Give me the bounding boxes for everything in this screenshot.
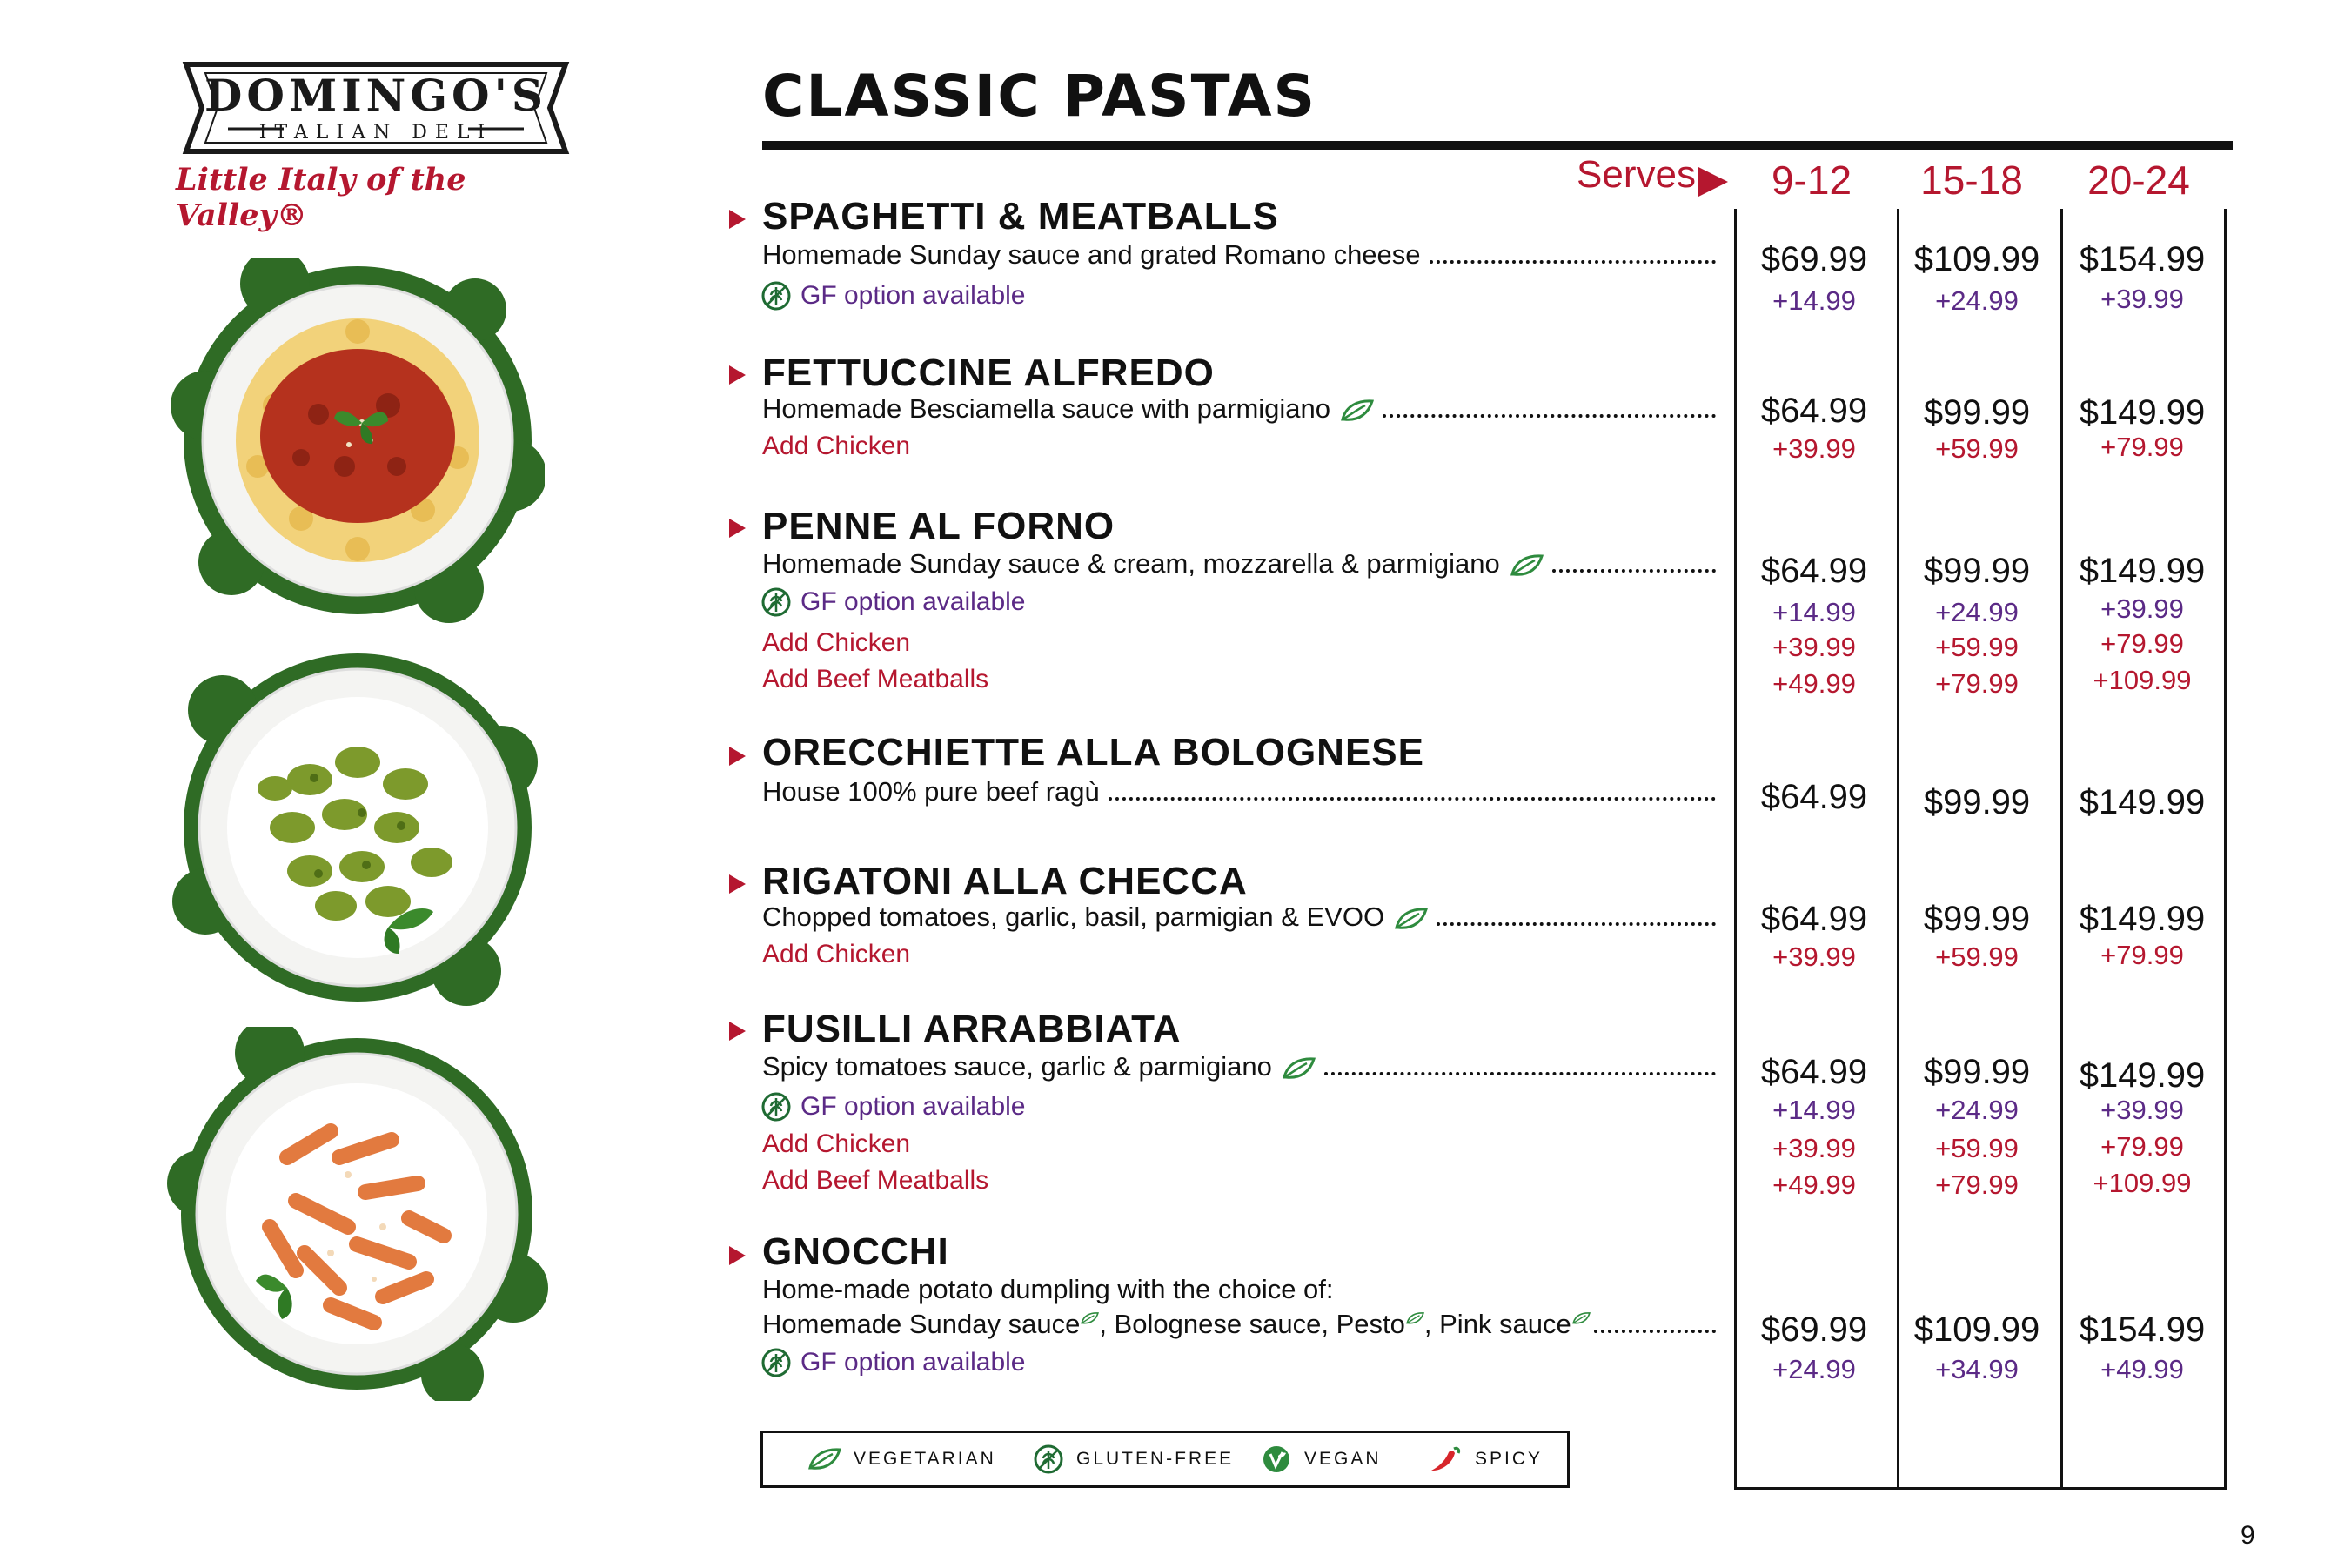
gf-price-small: +14.99 — [1772, 1095, 1856, 1125]
dish-photo-bolognese — [171, 258, 545, 623]
price-small: $69.99 — [1760, 240, 1868, 278]
vegetarian-leaf-icon — [1339, 399, 1374, 423]
play-arrow-icon — [729, 210, 746, 229]
item-name-spaghetti-meatballs: SPAGHETTI & MEATBALLS — [762, 195, 1279, 238]
gf-option-label: GF option available — [800, 1092, 1026, 1121]
price-medium: $99.99 — [1923, 393, 2031, 432]
column-header-small: 9-12 — [1771, 157, 1852, 203]
gf-option — [760, 280, 1026, 312]
price-medium: $99.99 — [1923, 1053, 2031, 1091]
dot-leader — [1324, 1072, 1716, 1075]
gf-price-small: +14.99 — [1772, 285, 1856, 316]
price-medium: $99.99 — [1923, 900, 2031, 938]
add-meatballs-option: Add Beef Meatballs — [762, 665, 989, 694]
play-arrow-icon — [729, 1246, 746, 1265]
item-name-rigatoni-checca: RIGATONI ALLA CHECCA — [762, 860, 1248, 902]
chili-pepper-icon — [1428, 1444, 1463, 1475]
description-text: Homemade Sunday sauce & cream, mozzarella & parmigiano — [762, 548, 1500, 579]
dot-leader — [1109, 797, 1716, 801]
description-text: House 100% pure beef ragù — [762, 776, 1100, 807]
gf-price-medium: +24.99 — [1935, 285, 2019, 316]
legend-vegetarian-label: VEGETARIAN — [854, 1449, 996, 1469]
play-arrow-icon — [729, 519, 746, 538]
dish-photo-penne-vodka — [165, 1027, 548, 1401]
column-header-large: 20-24 — [2087, 157, 2190, 203]
gf-option-label: GF option available — [800, 281, 1026, 310]
item-description — [762, 1051, 1716, 1082]
description-text: Homemade Besciamella sauce with parmigiano — [762, 393, 1331, 424]
dot-leader — [1430, 260, 1716, 264]
price-small: $64.99 — [1760, 900, 1868, 938]
sauce-choice-sunday: Homemade Sunday sauce — [762, 1309, 1081, 1339]
brand-name: DOMINGO'S — [204, 70, 548, 121]
add-meatballs-option: Add Beef Meatballs — [762, 1166, 989, 1195]
item-description — [762, 393, 1716, 425]
item-description — [762, 776, 1716, 807]
dish-photo-pesto-gnocchi — [171, 640, 545, 1015]
dietary-legend — [760, 1431, 1570, 1488]
item-name-fettuccine-alfredo: FETTUCCINE ALFREDO — [762, 352, 1215, 394]
price-large: $149.99 — [2079, 783, 2206, 821]
price-large: $149.99 — [2079, 1056, 2206, 1095]
gf-price-small: +24.99 — [1772, 1354, 1856, 1384]
item-name-orecchiette-bolognese: ORECCHIETTE ALLA BOLOGNESE — [762, 731, 1424, 774]
price-large: $149.99 — [2079, 552, 2206, 590]
meatball-price-medium: +79.99 — [1935, 668, 2019, 699]
chicken-price-large: +79.99 — [2100, 940, 2184, 970]
page-title: CLASSIC PASTAS — [762, 63, 1317, 130]
vegetarian-leaf-icon — [1281, 1056, 1316, 1081]
dot-leader — [1383, 414, 1716, 418]
price-small: $64.99 — [1760, 1053, 1868, 1091]
item-description — [762, 239, 1716, 271]
dot-leader — [1552, 569, 1716, 573]
brand-subtitle: ITALIAN DELI — [258, 122, 493, 144]
price-large: $154.99 — [2079, 1310, 2206, 1349]
play-arrow-icon — [729, 874, 746, 894]
price-grid-line — [2060, 209, 2063, 1490]
brand-tagline: Little Italy of the Valley® — [176, 162, 466, 233]
price-small: $64.99 — [1760, 778, 1868, 816]
legend-vegan-label: VEGAN — [1304, 1449, 1382, 1469]
dot-leader — [1437, 922, 1716, 926]
gf-price-medium: +34.99 — [1935, 1354, 2019, 1384]
column-header-medium: 15-18 — [1920, 157, 2023, 203]
serves-arrow-icon — [1698, 167, 1728, 197]
vegetarian-leaf-icon — [1509, 553, 1544, 578]
description-text: Chopped tomatoes, garlic, basil, parmigian & EVOO — [762, 901, 1385, 932]
price-small: $64.99 — [1760, 552, 1868, 590]
legend-spicy — [1428, 1433, 1543, 1485]
chicken-price-large: +79.99 — [2100, 628, 2184, 659]
add-chicken-option: Add Chicken — [762, 940, 911, 968]
gf-price-large: +39.99 — [2100, 284, 2184, 314]
chicken-price-large: +79.99 — [2100, 432, 2184, 462]
vegetarian-leaf-icon — [1080, 1310, 1099, 1326]
gf-option-label: GF option available — [800, 1348, 1026, 1377]
chicken-price-medium: +59.99 — [1935, 941, 2019, 972]
chicken-price-large: +79.99 — [2100, 1131, 2184, 1162]
vegan-icon — [1261, 1444, 1292, 1475]
vegetarian-leaf-icon — [1393, 907, 1428, 931]
brand-logo — [179, 61, 573, 155]
price-large: $149.99 — [2079, 393, 2206, 432]
sauce-choice-pink: , Pink sauce — [1423, 1309, 1571, 1339]
gf-price-large: +49.99 — [2100, 1354, 2184, 1384]
add-chicken-option: Add Chicken — [762, 628, 911, 657]
price-medium: $109.99 — [1913, 1310, 2040, 1349]
serves-label: Serves — [1577, 153, 1696, 196]
chicken-price-small: +39.99 — [1772, 632, 1856, 662]
legend-vegetarian — [807, 1433, 996, 1485]
price-small: $69.99 — [1760, 1310, 1868, 1349]
gluten-free-icon — [760, 1347, 792, 1378]
price-medium: $99.99 — [1923, 552, 2031, 590]
legend-vegan — [1261, 1433, 1382, 1485]
add-chicken-option: Add Chicken — [762, 1129, 911, 1158]
add-chicken-option: Add Chicken — [762, 432, 911, 460]
sauce-choice-bolognese-pesto: , Bolognese sauce, Pesto — [1099, 1309, 1405, 1339]
chicken-price-medium: +59.99 — [1935, 632, 2019, 662]
title-divider — [762, 141, 2233, 150]
legend-gluten-free — [1033, 1433, 1234, 1485]
play-arrow-icon — [729, 747, 746, 766]
gf-option — [760, 1347, 1026, 1378]
gf-option — [760, 586, 1026, 618]
chicken-price-small: +39.99 — [1772, 433, 1856, 464]
price-small: $64.99 — [1760, 392, 1868, 430]
play-arrow-icon — [729, 365, 746, 385]
price-large: $149.99 — [2079, 900, 2206, 938]
description-text: Spicy tomatoes sauce, garlic & parmigiano — [762, 1051, 1272, 1082]
price-medium: $109.99 — [1913, 240, 2040, 278]
chicken-price-small: +39.99 — [1772, 1133, 1856, 1163]
gf-option-label: GF option available — [800, 587, 1026, 616]
chicken-price-medium: +59.99 — [1935, 1133, 2019, 1163]
description-text: Home-made potato dumpling with the choice of: — [762, 1274, 1334, 1304]
vegetarian-leaf-icon — [1405, 1310, 1424, 1326]
gf-price-medium: +24.99 — [1935, 597, 2019, 627]
legend-gluten-free-label: GLUTEN-FREE — [1076, 1449, 1235, 1469]
gf-price-small: +14.99 — [1772, 597, 1856, 627]
item-description — [762, 901, 1716, 933]
meatball-price-small: +49.99 — [1772, 668, 1856, 699]
vegetarian-leaf-icon — [807, 1447, 841, 1471]
gluten-free-icon — [760, 586, 792, 618]
item-description — [762, 548, 1716, 580]
gf-price-large: +39.99 — [2100, 1095, 2184, 1125]
meatball-price-small: +49.99 — [1772, 1169, 1856, 1200]
gf-price-medium: +24.99 — [1935, 1095, 2019, 1125]
meatball-price-large: +109.99 — [2093, 1168, 2192, 1198]
item-description — [762, 1309, 1716, 1340]
chicken-price-small: +39.99 — [1772, 941, 1856, 972]
play-arrow-icon — [729, 1022, 746, 1041]
price-medium: $99.99 — [1923, 783, 2031, 821]
price-grid-line — [2224, 209, 2227, 1490]
price-grid-line — [1734, 1487, 2227, 1490]
gf-option — [760, 1091, 1026, 1122]
item-name-fusilli-arrabbiata: FUSILLI ARRABBIATA — [762, 1008, 1182, 1050]
dot-leader — [1594, 1330, 1716, 1333]
legend-spicy-label: SPICY — [1475, 1449, 1544, 1469]
gf-price-large: +39.99 — [2100, 593, 2184, 624]
chicken-price-medium: +59.99 — [1935, 433, 2019, 464]
gluten-free-icon — [760, 1091, 792, 1122]
gluten-free-icon — [760, 280, 792, 312]
item-name-penne-al-forno: PENNE AL FORNO — [762, 505, 1115, 547]
meatball-price-medium: +79.99 — [1935, 1169, 2019, 1200]
gluten-free-icon — [1033, 1444, 1064, 1475]
vegetarian-leaf-icon — [1571, 1310, 1591, 1326]
price-large: $154.99 — [2079, 240, 2206, 278]
page-number: 9 — [2240, 1521, 2255, 1550]
description-text: Homemade Sunday sauce and grated Romano cheese — [762, 239, 1421, 270]
item-name-gnocchi: GNOCCHI — [762, 1230, 949, 1273]
meatball-price-large: +109.99 — [2093, 665, 2192, 695]
